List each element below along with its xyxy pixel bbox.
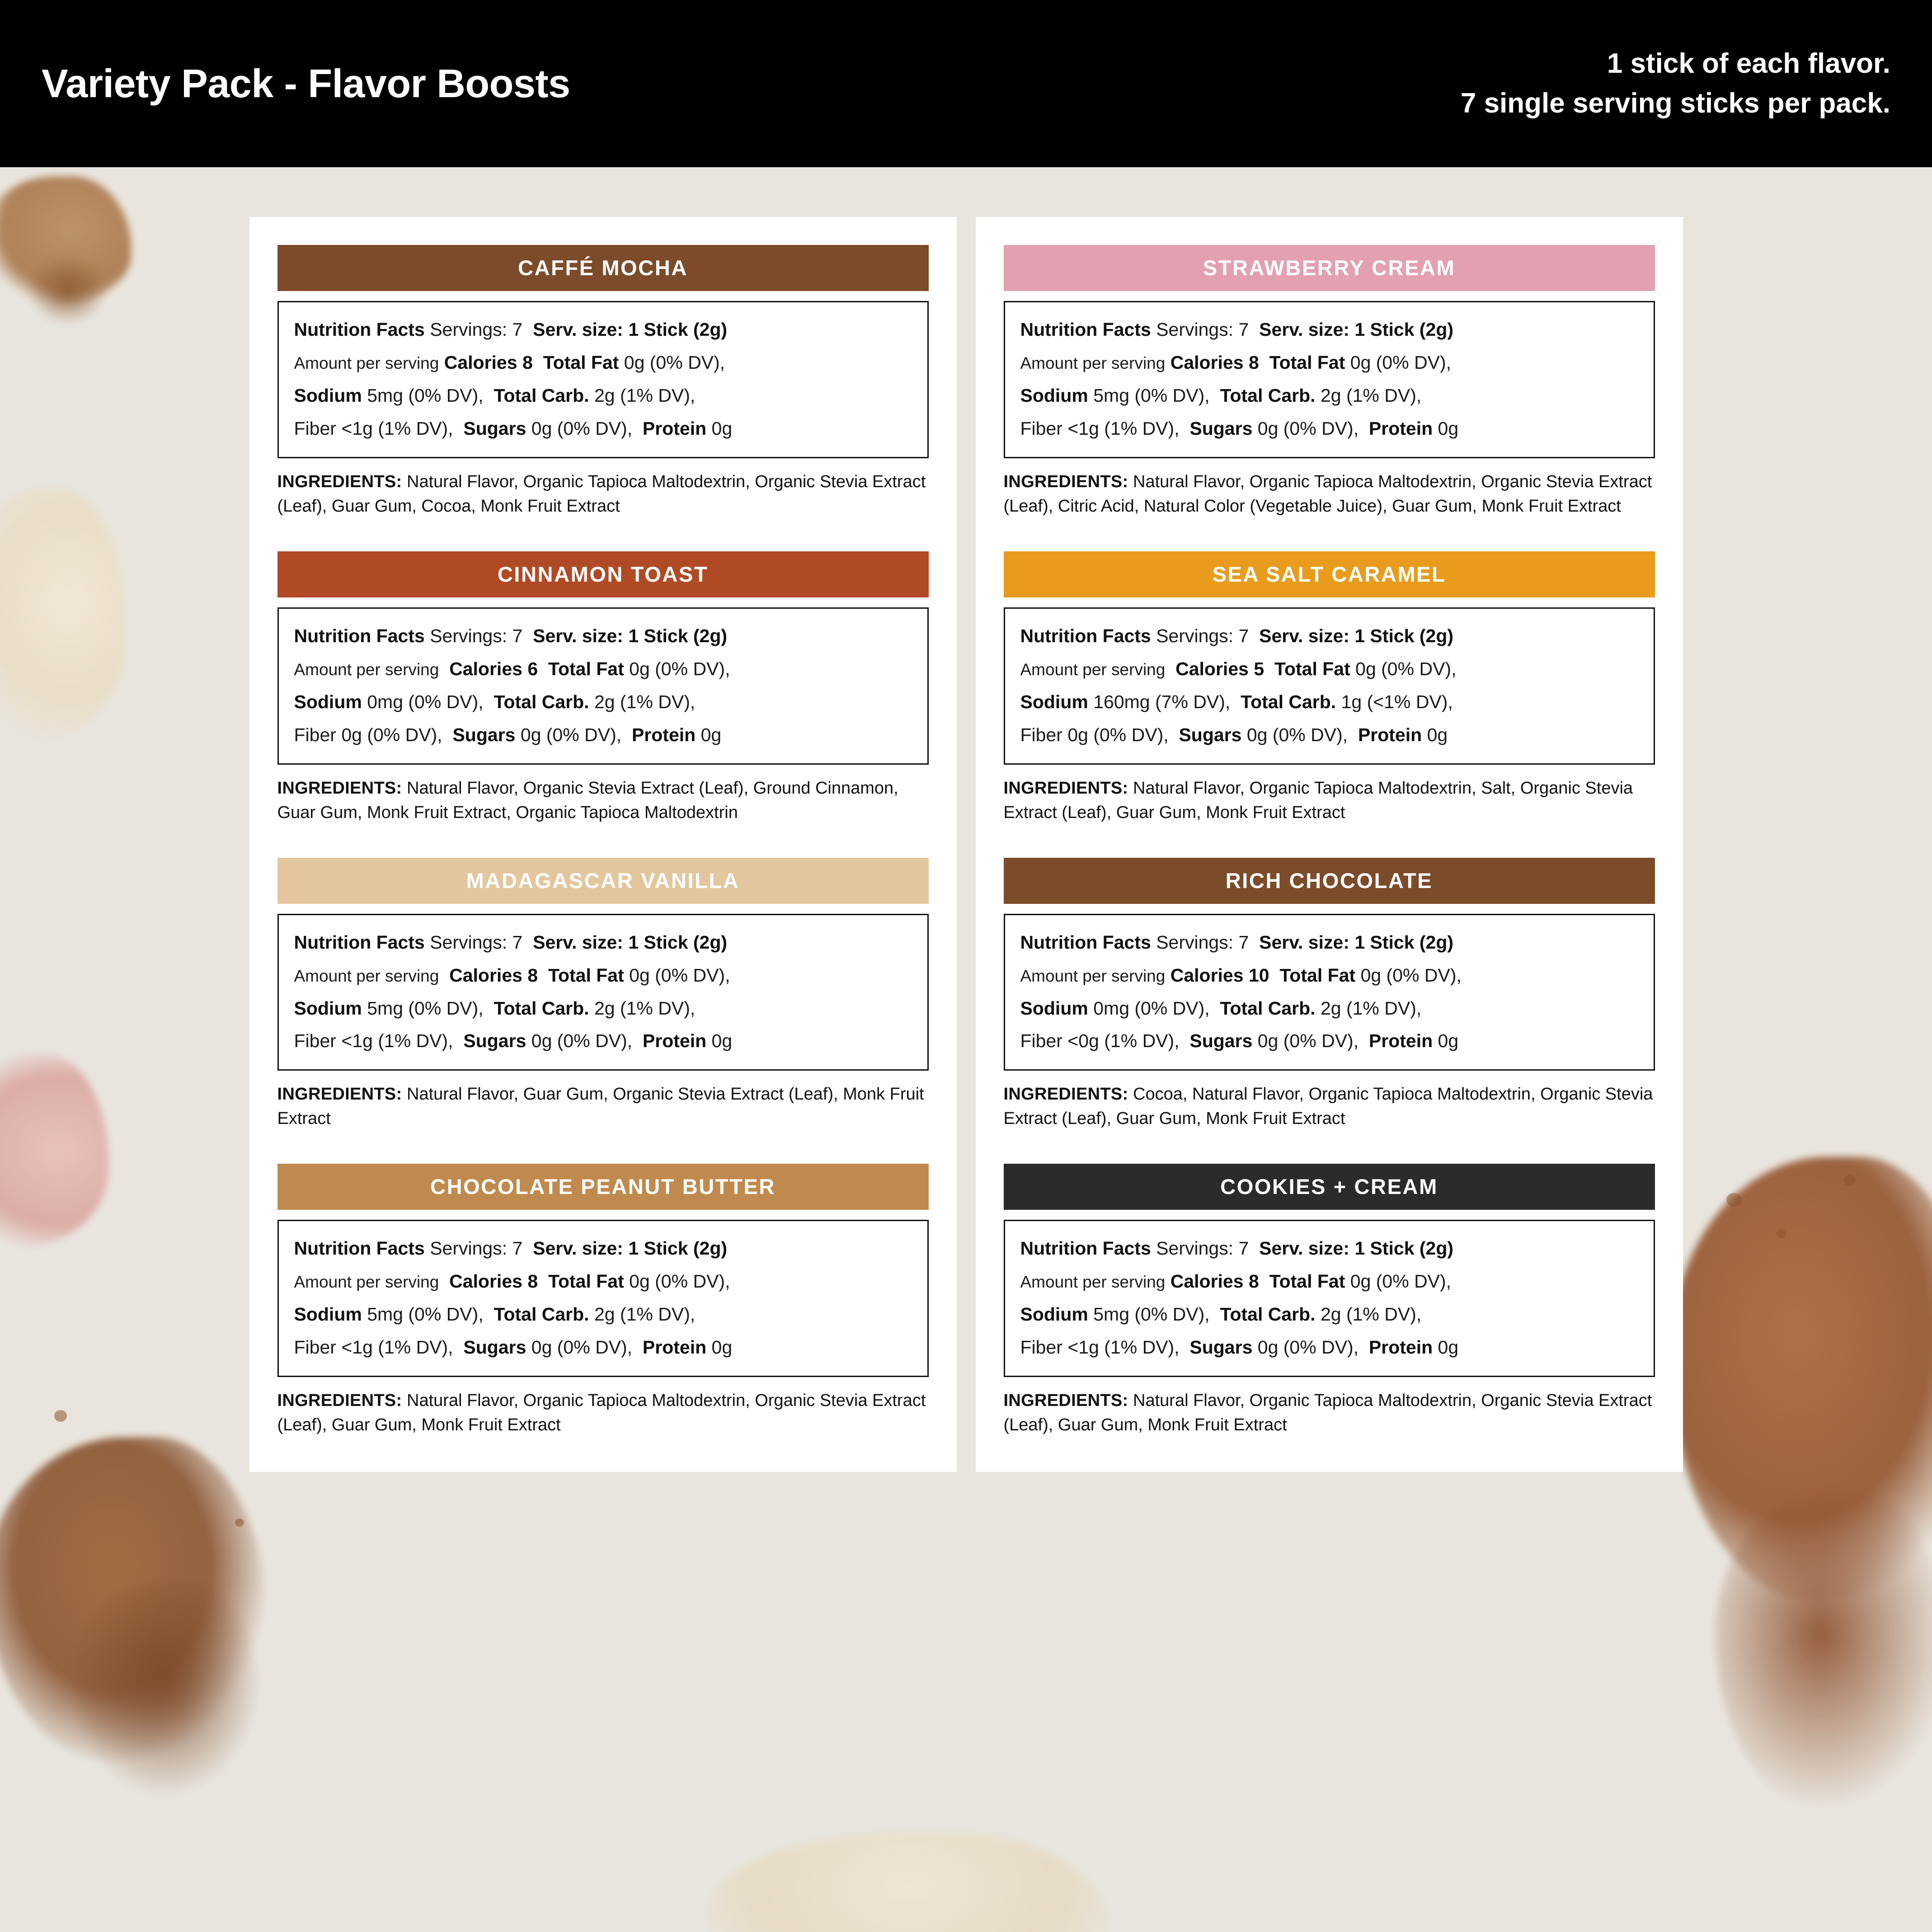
- servings-value: Servings: 7: [1156, 931, 1249, 953]
- protein-value: 0g: [711, 1337, 733, 1358]
- nutrition-line-3: [294, 992, 912, 1025]
- total-carb-label: Total Carb.: [1220, 385, 1316, 406]
- serving-size-label: Serv. size:: [1259, 319, 1349, 340]
- sugars-value: 0g (0% DV),: [1246, 724, 1348, 745]
- flavor-title-bar: COOKIES + CREAM: [1004, 1164, 1655, 1210]
- serving-size-label: Serv. size:: [1259, 931, 1349, 953]
- sodium-value: 5mg (0% DV),: [367, 385, 484, 406]
- protein-label: Protein: [1368, 418, 1433, 439]
- calories-label: Calories: [1175, 658, 1249, 679]
- nutrition-line-3: [1020, 686, 1638, 719]
- serving-size-label: Serv. size:: [533, 1238, 623, 1259]
- flavor-panel: [1004, 551, 1655, 851]
- page-title: Variety Pack - Flavor Boosts: [42, 61, 570, 106]
- nutrition-facts-label: Nutrition Facts: [1020, 625, 1151, 646]
- serving-size-label: Serv. size:: [533, 931, 623, 953]
- calories-label: Calories: [449, 1271, 522, 1292]
- total-fat-label: Total Fat: [548, 1271, 624, 1292]
- sugars-label: Sugars: [452, 724, 516, 745]
- calories-label: Calories: [1170, 352, 1244, 373]
- servings-value: Servings: 7: [430, 931, 523, 953]
- total-fat-value: 0g (0% DV),: [1355, 658, 1457, 679]
- ingredients-label: INGREDIENTS:: [277, 778, 402, 798]
- calories-value: 6: [527, 658, 538, 679]
- calories-value: 8: [522, 352, 533, 373]
- ingredients-text: Natural Flavor, Organic Stevia Extract (Leaf), Ground Cinnamon, Guar Gum, Monk Fruit Extract, Organic Tapioca Maltodextrin: [277, 778, 898, 822]
- sugars-label: Sugars: [1179, 724, 1242, 745]
- protein-label: Protein: [1358, 724, 1422, 745]
- powder-blob-cocoa-bottom-right: [1715, 1491, 1932, 1808]
- sugars-value: 0g (0% DV),: [531, 1337, 633, 1358]
- serving-size-label: Serv. size:: [1259, 625, 1349, 646]
- calories-value: 5: [1254, 658, 1264, 679]
- nutrition-line-3: [294, 379, 912, 412]
- ingredients-block: [1004, 776, 1655, 830]
- fiber-value: 0g (0% DV),: [341, 724, 442, 745]
- calories-label: Calories: [449, 658, 522, 679]
- total-carb-label: Total Carb.: [1241, 691, 1336, 712]
- total-fat-value: 0g (0% DV),: [1350, 352, 1452, 373]
- protein-value: 0g: [711, 1030, 733, 1052]
- ingredients-text: Cocoa, Natural Flavor, Organic Tapioca Maltodextrin, Organic Stevia Extract (Leaf), Guar Gum, Monk Fruit Extract: [1003, 1085, 1653, 1128]
- fiber-value: <1g (1% DV),: [341, 1337, 453, 1358]
- sodium-value: 5mg (0% DV),: [367, 1304, 484, 1325]
- total-fat-value: 0g (0% DV),: [1350, 1271, 1452, 1292]
- serving-size-value: 1 Stick (2g): [1354, 1238, 1454, 1259]
- calories-label: Calories: [444, 352, 517, 373]
- nutrition-line-1: [294, 926, 912, 959]
- protein-label: Protein: [642, 1337, 707, 1358]
- nutrition-line-3: [294, 686, 912, 719]
- amount-per-serving-label: Amount per serving: [1020, 1273, 1166, 1292]
- amount-per-serving-label: Amount per serving: [294, 353, 439, 372]
- sodium-value: 5mg (0% DV),: [1093, 1304, 1210, 1325]
- nutrition-facts-box: [277, 301, 929, 458]
- fiber-label: Fiber: [294, 418, 336, 439]
- serving-size-label: Serv. size:: [533, 625, 623, 646]
- ingredients-text: Natural Flavor, Organic Tapioca Maltodextrin, Salt, Organic Stevia Extract (Leaf), Guar Gum, Monk Fruit Extract: [1003, 778, 1633, 822]
- protein-value: 0g: [1438, 1030, 1459, 1052]
- nutrition-line-3: [1020, 1298, 1638, 1331]
- ingredients-label: INGREDIENTS:: [277, 1085, 402, 1104]
- sodium-value: 160mg (7% DV),: [1093, 691, 1231, 712]
- total-carb-value: 2g (1% DV),: [594, 691, 696, 712]
- sugars-value: 0g (0% DV),: [1257, 418, 1359, 439]
- amount-per-serving-label: Amount per serving: [1020, 966, 1166, 985]
- nutrition-line-2: [1020, 959, 1638, 992]
- sodium-label: Sodium: [294, 691, 362, 712]
- ingredients-label: INGREDIENTS:: [1003, 1085, 1128, 1104]
- total-carb-label: Total Carb.: [494, 691, 589, 712]
- ingredients-block: [1004, 1389, 1655, 1442]
- serving-size-value: 1 Stick (2g): [1354, 931, 1454, 953]
- flavor-panels-container: [0, 167, 1932, 1472]
- nutrition-facts-box: [277, 1220, 929, 1377]
- nutrition-line-4: [1020, 1025, 1638, 1058]
- sodium-label: Sodium: [1020, 385, 1088, 406]
- total-fat-label: Total Fat: [1269, 1271, 1345, 1292]
- nutrition-line-4: [294, 1331, 912, 1364]
- nutrition-line-2: [1020, 653, 1638, 686]
- nutrition-facts-label: Nutrition Facts: [294, 625, 425, 646]
- sugars-label: Sugars: [1189, 1337, 1253, 1358]
- nutrition-facts-box: [1004, 301, 1655, 458]
- sugars-label: Sugars: [463, 1337, 526, 1358]
- sugars-value: 0g (0% DV),: [1257, 1337, 1359, 1358]
- page-header: [0, 0, 1932, 167]
- nutrition-line-3: [1020, 992, 1638, 1025]
- total-carb-value: 1g (<1% DV),: [1341, 691, 1453, 712]
- nutrition-facts-box: [277, 914, 929, 1071]
- total-carb-value: 2g (1% DV),: [1320, 997, 1422, 1019]
- nutrition-line-1: [1020, 1232, 1638, 1265]
- sodium-label: Sodium: [294, 385, 362, 406]
- ingredients-text: Natural Flavor, Organic Tapioca Maltodextrin, Organic Stevia Extract (Leaf), Guar Gum, Cocoa, Monk Fruit Extract: [277, 472, 926, 516]
- nutrition-line-2: [294, 653, 912, 686]
- sodium-label: Sodium: [1020, 1304, 1088, 1325]
- protein-value: 0g: [1438, 1337, 1459, 1358]
- total-fat-value: 0g (0% DV),: [629, 1271, 730, 1292]
- total-fat-label: Total Fat: [543, 352, 619, 373]
- pack-note: [1461, 44, 1890, 123]
- nutrition-facts-label: Nutrition Facts: [1020, 319, 1151, 340]
- total-carb-value: 2g (1% DV),: [1320, 385, 1422, 406]
- powder-blob-cocoa-bottom-left-2: [68, 1582, 262, 1799]
- sugars-label: Sugars: [463, 418, 526, 439]
- protein-value: 0g: [700, 724, 722, 745]
- sugars-value: 0g (0% DV),: [531, 1030, 633, 1052]
- total-fat-value: 0g (0% DV),: [624, 352, 725, 373]
- ingredients-block: [277, 470, 929, 523]
- total-carb-value: 2g (1% DV),: [594, 385, 696, 406]
- servings-value: Servings: 7: [430, 319, 523, 340]
- servings-value: Servings: 7: [430, 625, 523, 646]
- nutrition-line-3: [1020, 379, 1638, 412]
- fiber-value: <1g (1% DV),: [341, 1030, 453, 1052]
- serving-size-label: Serv. size:: [1259, 1238, 1349, 1259]
- sugars-value: 0g (0% DV),: [531, 418, 633, 439]
- servings-value: Servings: 7: [1156, 625, 1249, 646]
- ingredients-label: INGREDIENTS:: [1003, 1391, 1128, 1410]
- flavor-title-bar: SEA SALT CARAMEL: [1004, 551, 1655, 597]
- nutrition-facts-label: Nutrition Facts: [294, 931, 425, 953]
- nutrition-line-4: [1020, 719, 1638, 752]
- calories-value: 8: [527, 964, 538, 986]
- flavor-title-bar: STRAWBERRY CREAM: [1004, 245, 1655, 291]
- nutrition-line-2: [1020, 1265, 1638, 1298]
- protein-label: Protein: [1368, 1337, 1433, 1358]
- protein-label: Protein: [642, 1030, 707, 1052]
- fiber-value: <0g (1% DV),: [1067, 1030, 1180, 1052]
- ingredients-text: Natural Flavor, Organic Tapioca Maltodextrin, Organic Stevia Extract (Leaf), Guar Gum, Monk Fruit Extract: [277, 1391, 926, 1435]
- pack-note-line-2: 7 single serving sticks per pack.: [1460, 88, 1890, 119]
- fiber-label: Fiber: [1020, 1337, 1062, 1358]
- calories-value: 8: [1248, 1271, 1259, 1292]
- sugars-label: Sugars: [1189, 418, 1253, 439]
- fiber-value: <1g (1% DV),: [341, 418, 453, 439]
- flavor-title-bar: RICH CHOCOLATE: [1004, 858, 1655, 904]
- nutrition-facts-label: Nutrition Facts: [294, 1238, 425, 1259]
- total-carb-value: 2g (1% DV),: [594, 997, 696, 1019]
- ingredients-label: INGREDIENTS:: [277, 472, 402, 491]
- nutrition-line-1: [294, 620, 912, 653]
- serving-size-value: 1 Stick (2g): [1354, 319, 1454, 340]
- nutrition-line-2: [1020, 346, 1638, 379]
- ingredients-text: Natural Flavor, Organic Tapioca Maltodextrin, Organic Stevia Extract (Leaf), Guar Gum, Monk Fruit Extract: [1003, 1391, 1652, 1435]
- serving-size-value: 1 Stick (2g): [628, 1238, 728, 1259]
- sodium-label: Sodium: [294, 997, 362, 1019]
- ingredients-text: Natural Flavor, Organic Tapioca Maltodextrin, Organic Stevia Extract (Leaf), Citric Acid, Natural Color (Vegetable Juice), Guar Gum, Monk Fruit Extract: [1003, 472, 1652, 516]
- flavor-panel: [277, 551, 929, 851]
- nutrition-facts-label: Nutrition Facts: [294, 319, 425, 340]
- total-fat-label: Total Fat: [548, 964, 624, 986]
- sugars-label: Sugars: [1189, 1030, 1253, 1052]
- calories-label: Calories: [1170, 964, 1244, 986]
- sodium-value: 0mg (0% DV),: [367, 691, 484, 712]
- fiber-label: Fiber: [294, 724, 336, 745]
- servings-value: Servings: 7: [1156, 319, 1249, 340]
- sugars-value: 0g (0% DV),: [520, 724, 622, 745]
- serving-size-value: 1 Stick (2g): [628, 625, 728, 646]
- protein-label: Protein: [642, 418, 707, 439]
- fiber-value: 0g (0% DV),: [1067, 724, 1169, 745]
- amount-per-serving-label: Amount per serving: [1020, 353, 1166, 372]
- amount-per-serving-label: Amount per serving: [294, 966, 439, 985]
- sugars-value: 0g (0% DV),: [1257, 1030, 1359, 1052]
- sodium-value: 5mg (0% DV),: [1093, 385, 1210, 406]
- protein-value: 0g: [1427, 724, 1448, 745]
- serving-size-label: Serv. size:: [533, 319, 623, 340]
- servings-value: Servings: 7: [430, 1238, 523, 1259]
- flavor-title-bar: CAFFÉ MOCHA: [277, 245, 929, 291]
- nutrition-line-4: [1020, 412, 1638, 445]
- total-fat-label: Total Fat: [548, 658, 624, 679]
- sodium-label: Sodium: [1020, 997, 1088, 1019]
- nutrition-line-2: [294, 959, 912, 992]
- ingredients-block: [277, 1389, 929, 1442]
- nutrition-facts-label: Nutrition Facts: [1020, 1238, 1151, 1259]
- sodium-label: Sodium: [1020, 691, 1088, 712]
- nutrition-line-4: [294, 719, 912, 752]
- flavor-panel: [1004, 858, 1655, 1157]
- serving-size-value: 1 Stick (2g): [628, 931, 728, 953]
- fiber-value: <1g (1% DV),: [1067, 418, 1180, 439]
- pack-note-line-1: 1 stick of each flavor.: [1607, 47, 1890, 79]
- powder-speck: [235, 1518, 244, 1527]
- total-carb-label: Total Carb.: [494, 1304, 589, 1325]
- nutrition-line-2: [294, 346, 912, 379]
- nutrition-facts-box: [1004, 607, 1655, 765]
- flavor-panel: [1004, 245, 1655, 544]
- ingredients-text: Natural Flavor, Guar Gum, Organic Stevia Extract (Leaf), Monk Fruit Extract: [277, 1085, 924, 1128]
- total-carb-label: Total Carb.: [1220, 997, 1316, 1019]
- ingredients-label: INGREDIENTS:: [277, 1391, 402, 1410]
- flavor-title-bar: MADAGASCAR VANILLA: [277, 858, 929, 904]
- calories-value: 8: [1248, 352, 1259, 373]
- total-fat-value: 0g (0% DV),: [629, 658, 730, 679]
- powder-blob-cream-bottom: [705, 1833, 1112, 1932]
- total-fat-label: Total Fat: [1274, 658, 1350, 679]
- servings-value: Servings: 7: [1156, 1238, 1249, 1259]
- sodium-value: 5mg (0% DV),: [367, 997, 484, 1019]
- fiber-label: Fiber: [294, 1337, 336, 1358]
- serving-size-value: 1 Stick (2g): [628, 319, 728, 340]
- protein-label: Protein: [631, 724, 696, 745]
- flavor-title-bar: CHOCOLATE PEANUT BUTTER: [277, 1164, 929, 1210]
- nutrition-facts-box: [277, 607, 929, 765]
- total-carb-value: 2g (1% DV),: [594, 1304, 696, 1325]
- sodium-label: Sodium: [294, 1304, 362, 1325]
- calories-value: 10: [1248, 964, 1269, 986]
- fiber-value: <1g (1% DV),: [1067, 1337, 1180, 1358]
- nutrition-line-1: [1020, 313, 1638, 346]
- ingredients-block: [1004, 470, 1655, 523]
- right-column: [976, 217, 1683, 1472]
- total-fat-label: Total Fat: [1279, 964, 1356, 986]
- ingredients-block: [277, 1082, 929, 1136]
- total-fat-value: 0g (0% DV),: [1360, 964, 1462, 986]
- protein-label: Protein: [1368, 1030, 1433, 1052]
- nutrition-line-1: [294, 1232, 912, 1265]
- protein-value: 0g: [1438, 418, 1459, 439]
- nutrition-facts-box: [1004, 914, 1655, 1071]
- nutrition-line-4: [294, 1025, 912, 1058]
- nutrition-line-1: [294, 313, 912, 346]
- nutrition-line-4: [1020, 1331, 1638, 1364]
- ingredients-block: [1004, 1082, 1655, 1136]
- total-carb-value: 2g (1% DV),: [1320, 1304, 1422, 1325]
- sodium-value: 0mg (0% DV),: [1093, 997, 1210, 1019]
- fiber-label: Fiber: [1020, 1030, 1062, 1052]
- flavor-title-bar: CINNAMON TOAST: [277, 551, 929, 597]
- fiber-label: Fiber: [1020, 418, 1062, 439]
- calories-label: Calories: [1170, 1271, 1244, 1292]
- total-carb-label: Total Carb.: [1220, 1304, 1316, 1325]
- flavor-panel: [277, 245, 929, 544]
- amount-per-serving-label: Amount per serving: [294, 660, 439, 679]
- flavor-panel: [277, 858, 929, 1157]
- left-column: [249, 217, 957, 1472]
- amount-per-serving-label: Amount per serving: [1020, 660, 1166, 679]
- serving-size-value: 1 Stick (2g): [1354, 625, 1454, 646]
- total-carb-label: Total Carb.: [494, 385, 589, 406]
- nutrition-line-2: [294, 1265, 912, 1298]
- nutrition-line-3: [294, 1298, 912, 1331]
- nutrition-facts-box: [1004, 1220, 1655, 1377]
- nutrition-line-4: [294, 412, 912, 445]
- protein-value: 0g: [711, 418, 733, 439]
- total-carb-label: Total Carb.: [494, 997, 589, 1019]
- fiber-label: Fiber: [294, 1030, 336, 1052]
- amount-per-serving-label: Amount per serving: [294, 1273, 439, 1292]
- fiber-label: Fiber: [1020, 724, 1062, 745]
- nutrition-line-1: [1020, 620, 1638, 653]
- total-fat-label: Total Fat: [1269, 352, 1345, 373]
- ingredients-block: [277, 776, 929, 830]
- calories-label: Calories: [449, 964, 522, 986]
- total-fat-value: 0g (0% DV),: [629, 964, 730, 986]
- nutrition-line-1: [1020, 926, 1638, 959]
- flavor-panel: [1004, 1164, 1655, 1442]
- ingredients-label: INGREDIENTS:: [1003, 472, 1128, 491]
- nutrition-facts-label: Nutrition Facts: [1020, 931, 1151, 953]
- calories-value: 8: [527, 1271, 538, 1292]
- sugars-label: Sugars: [463, 1030, 526, 1052]
- flavor-panel: [277, 1164, 929, 1442]
- ingredients-label: INGREDIENTS:: [1003, 778, 1128, 798]
